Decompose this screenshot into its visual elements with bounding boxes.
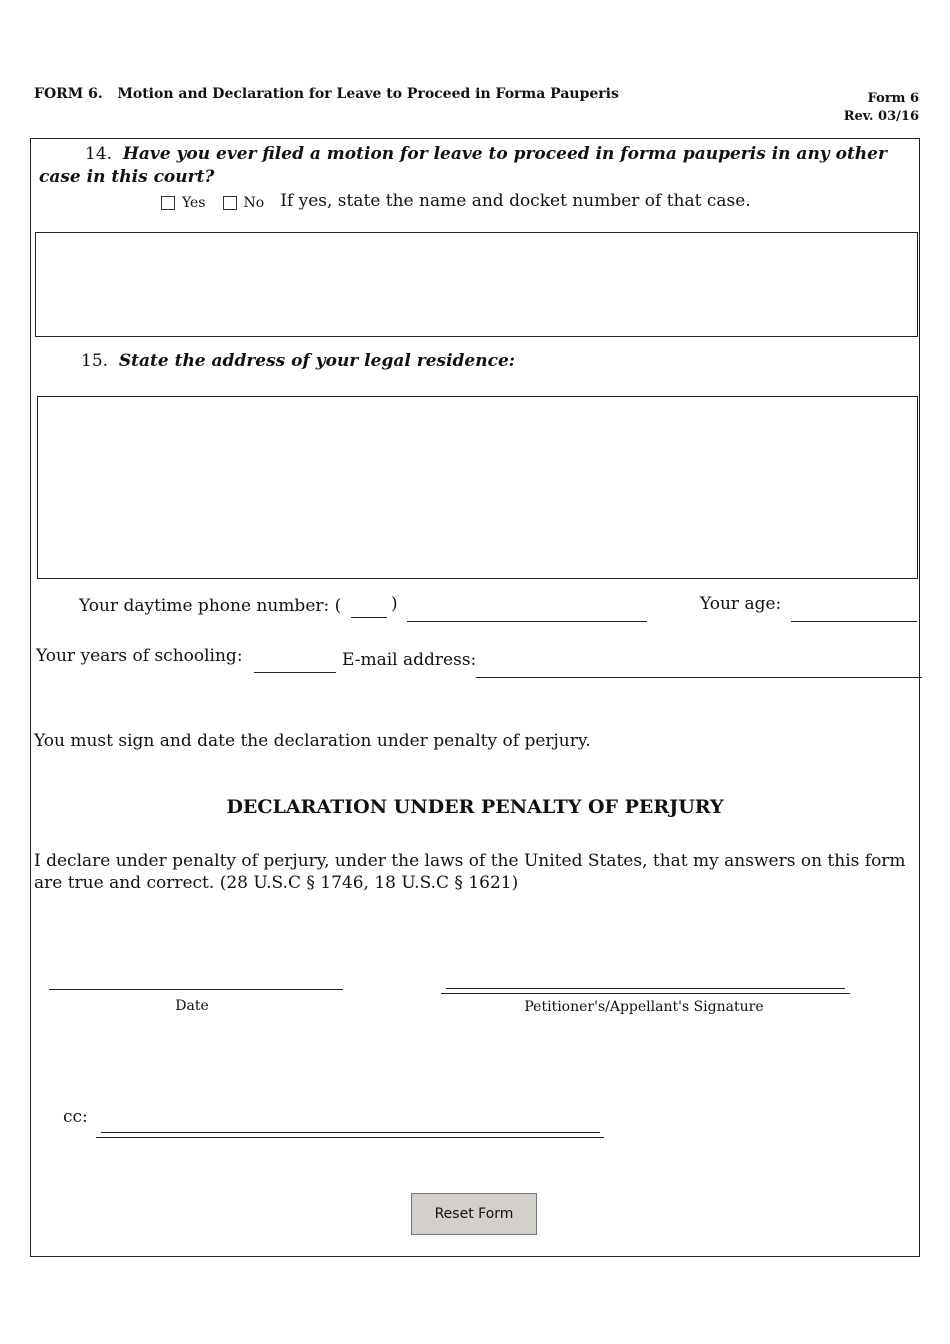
signature-line-top: [446, 988, 845, 989]
question-15-text: State the address of your legal residence:: [118, 351, 516, 371]
form-number: Form 6: [867, 91, 919, 106]
phone-close-paren: ): [391, 594, 398, 614]
date-label: Date: [175, 998, 209, 1014]
cc-line-top: [101, 1132, 600, 1133]
age-label: Your age:: [700, 594, 782, 614]
cc-input[interactable]: [96, 1137, 604, 1138]
question-14-number: 14.: [85, 144, 113, 164]
reset-form-button[interactable]: Reset Form: [411, 1193, 537, 1235]
schooling-input[interactable]: [254, 672, 336, 673]
phone-label: Your daytime phone number: (: [79, 596, 342, 616]
age-input[interactable]: [791, 621, 917, 622]
question-14: [39, 143, 899, 189]
question-14-instruction: If yes, state the name and docket number of that case.: [280, 191, 751, 211]
prior-case-textarea[interactable]: [35, 232, 918, 337]
question-15: [81, 351, 515, 371]
form-revision: Rev. 03/16: [843, 109, 919, 124]
schooling-label: Your years of schooling:: [36, 646, 243, 666]
cc-label: cc:: [63, 1107, 88, 1127]
question-15-number: 15.: [81, 351, 109, 371]
sign-instruction: You must sign and date the declaration under penalty of perjury.: [34, 731, 591, 751]
yes-checkbox[interactable]: [161, 196, 175, 210]
no-label: No: [243, 195, 265, 211]
legal-residence-textarea[interactable]: [37, 396, 918, 579]
question-14-options: [161, 191, 751, 211]
yes-label: Yes: [182, 195, 206, 211]
form-number-block: [844, 90, 919, 126]
email-label: E-mail address:: [342, 650, 477, 670]
date-input[interactable]: [49, 989, 343, 990]
no-checkbox[interactable]: [223, 196, 237, 210]
question-14-text: Have you ever filed a motion for leave to proceed in forma pauperis in any other case in this court?: [39, 144, 887, 187]
phone-number-input[interactable]: [407, 621, 647, 622]
signature-input[interactable]: [441, 993, 850, 994]
signature-label: Petitioner's/Appellant's Signature: [524, 999, 764, 1015]
phone-area-code-input[interactable]: [351, 617, 387, 618]
declaration-heading: DECLARATION UNDER PENALTY OF PERJURY: [226, 796, 724, 818]
declaration-text: I declare under penalty of perjury, under the laws of the United States, that my answers on this form are true and correct. (28 U.S.C § 1746, 18 U.S.C § 1621): [34, 851, 906, 893]
email-input[interactable]: [476, 677, 922, 678]
form-title: FORM 6. Motion and Declaration for Leave to Proceed in Forma Pauperis: [34, 86, 619, 102]
